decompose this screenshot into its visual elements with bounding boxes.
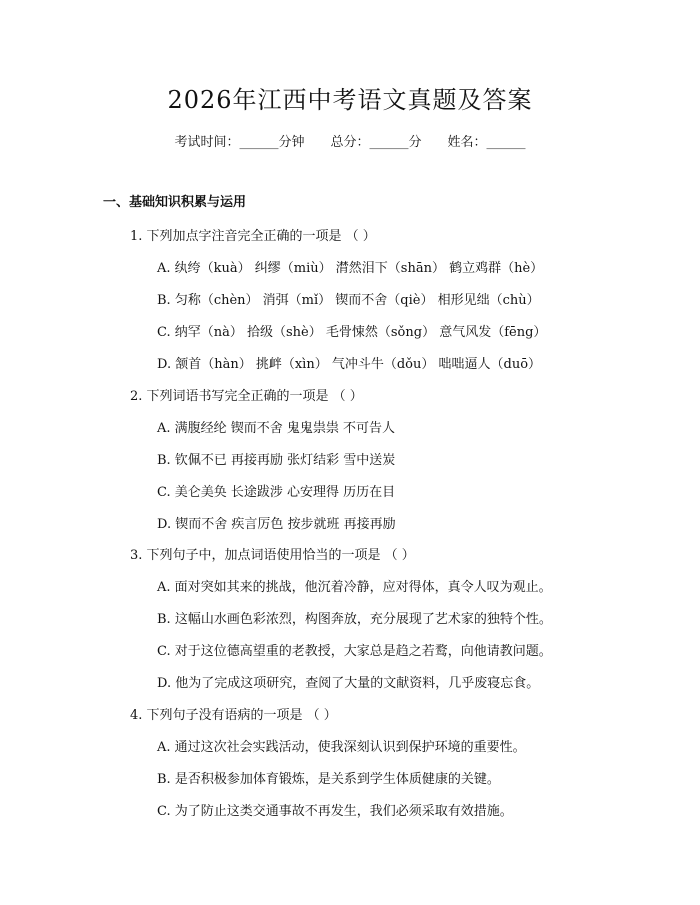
question-option: C. 对于这位德高望重的老教授，大家总是趋之若鹜，向他请教问题。 [157,644,552,659]
exam-score: 总分：______分 [330,135,422,150]
question-option: C. 美仑美奂 长途跋涉 心安理得 历历在目 [157,485,396,500]
question-option: B. 这幅山水画色彩浓烈，构图奔放，充分展现了艺术家的独特个性。 [157,612,552,627]
question-option: D. 颔首（hàn） 挑衅（xìn） 气冲斗牛（dǒu） 咄咄逼人（duō） [157,357,542,372]
question-stem: 4. 下列句子没有语病的一项是 （ ） [130,708,337,723]
question-option: C. 为了防止这类交通事故不再发生，我们必须采取有效措施。 [157,804,513,819]
question-option: A. 通过这次社会实践活动，使我深刻认识到保护环境的重要性。 [157,740,526,755]
exam-info-line [0,131,700,150]
question-option: A. 纨绔（kuà） 纠缪（miù） 潸然泪下（shān） 鹤立鸡群（hè） [157,261,544,276]
student-name: 姓名：______ [447,135,526,150]
page-title: 2026年江西中考语文真题及答案 [167,86,533,114]
question-option: B. 匀称（chèn） 消弭（mǐ） 锲而不舍（qiè） 相形见绌（chù） [157,293,540,308]
question-option: D. 他为了完成这项研究，查阅了大量的文献资料，几乎废寝忘食。 [157,676,540,691]
question-option: C. 纳罕（nà） 拾级（shè） 毛骨悚然（sǒng） 意气风发（fēng） [157,325,547,340]
question-stem: 3. 下列句子中，加点词语使用恰当的一项是 （ ） [130,548,415,563]
question-stem: 2. 下列词语书写完全正确的一项是 （ ） [130,389,363,404]
exam-time: 考试时间：______分钟 [174,135,305,150]
question-option: A. 面对突如其来的挑战，他沉着冷静，应对得体，真令人叹为观止。 [157,580,552,595]
question-option: D. 锲而不舍 疾言厉色 按步就班 再接再励 [157,517,396,532]
question-stem: 1. 下列加点字注音完全正确的一项是 （ ） [130,229,376,244]
question-option: B. 是否积极参加体育锻炼，是关系到学生体质健康的关键。 [157,772,500,787]
section-heading: 一、基础知识积累与运用 [103,195,247,210]
question-option: A. 满腹经纶 锲而不舍 鬼鬼祟祟 不可告人 [157,421,396,436]
question-option: B. 钦佩不已 再接再励 张灯结彩 雪中送炭 [157,453,396,468]
